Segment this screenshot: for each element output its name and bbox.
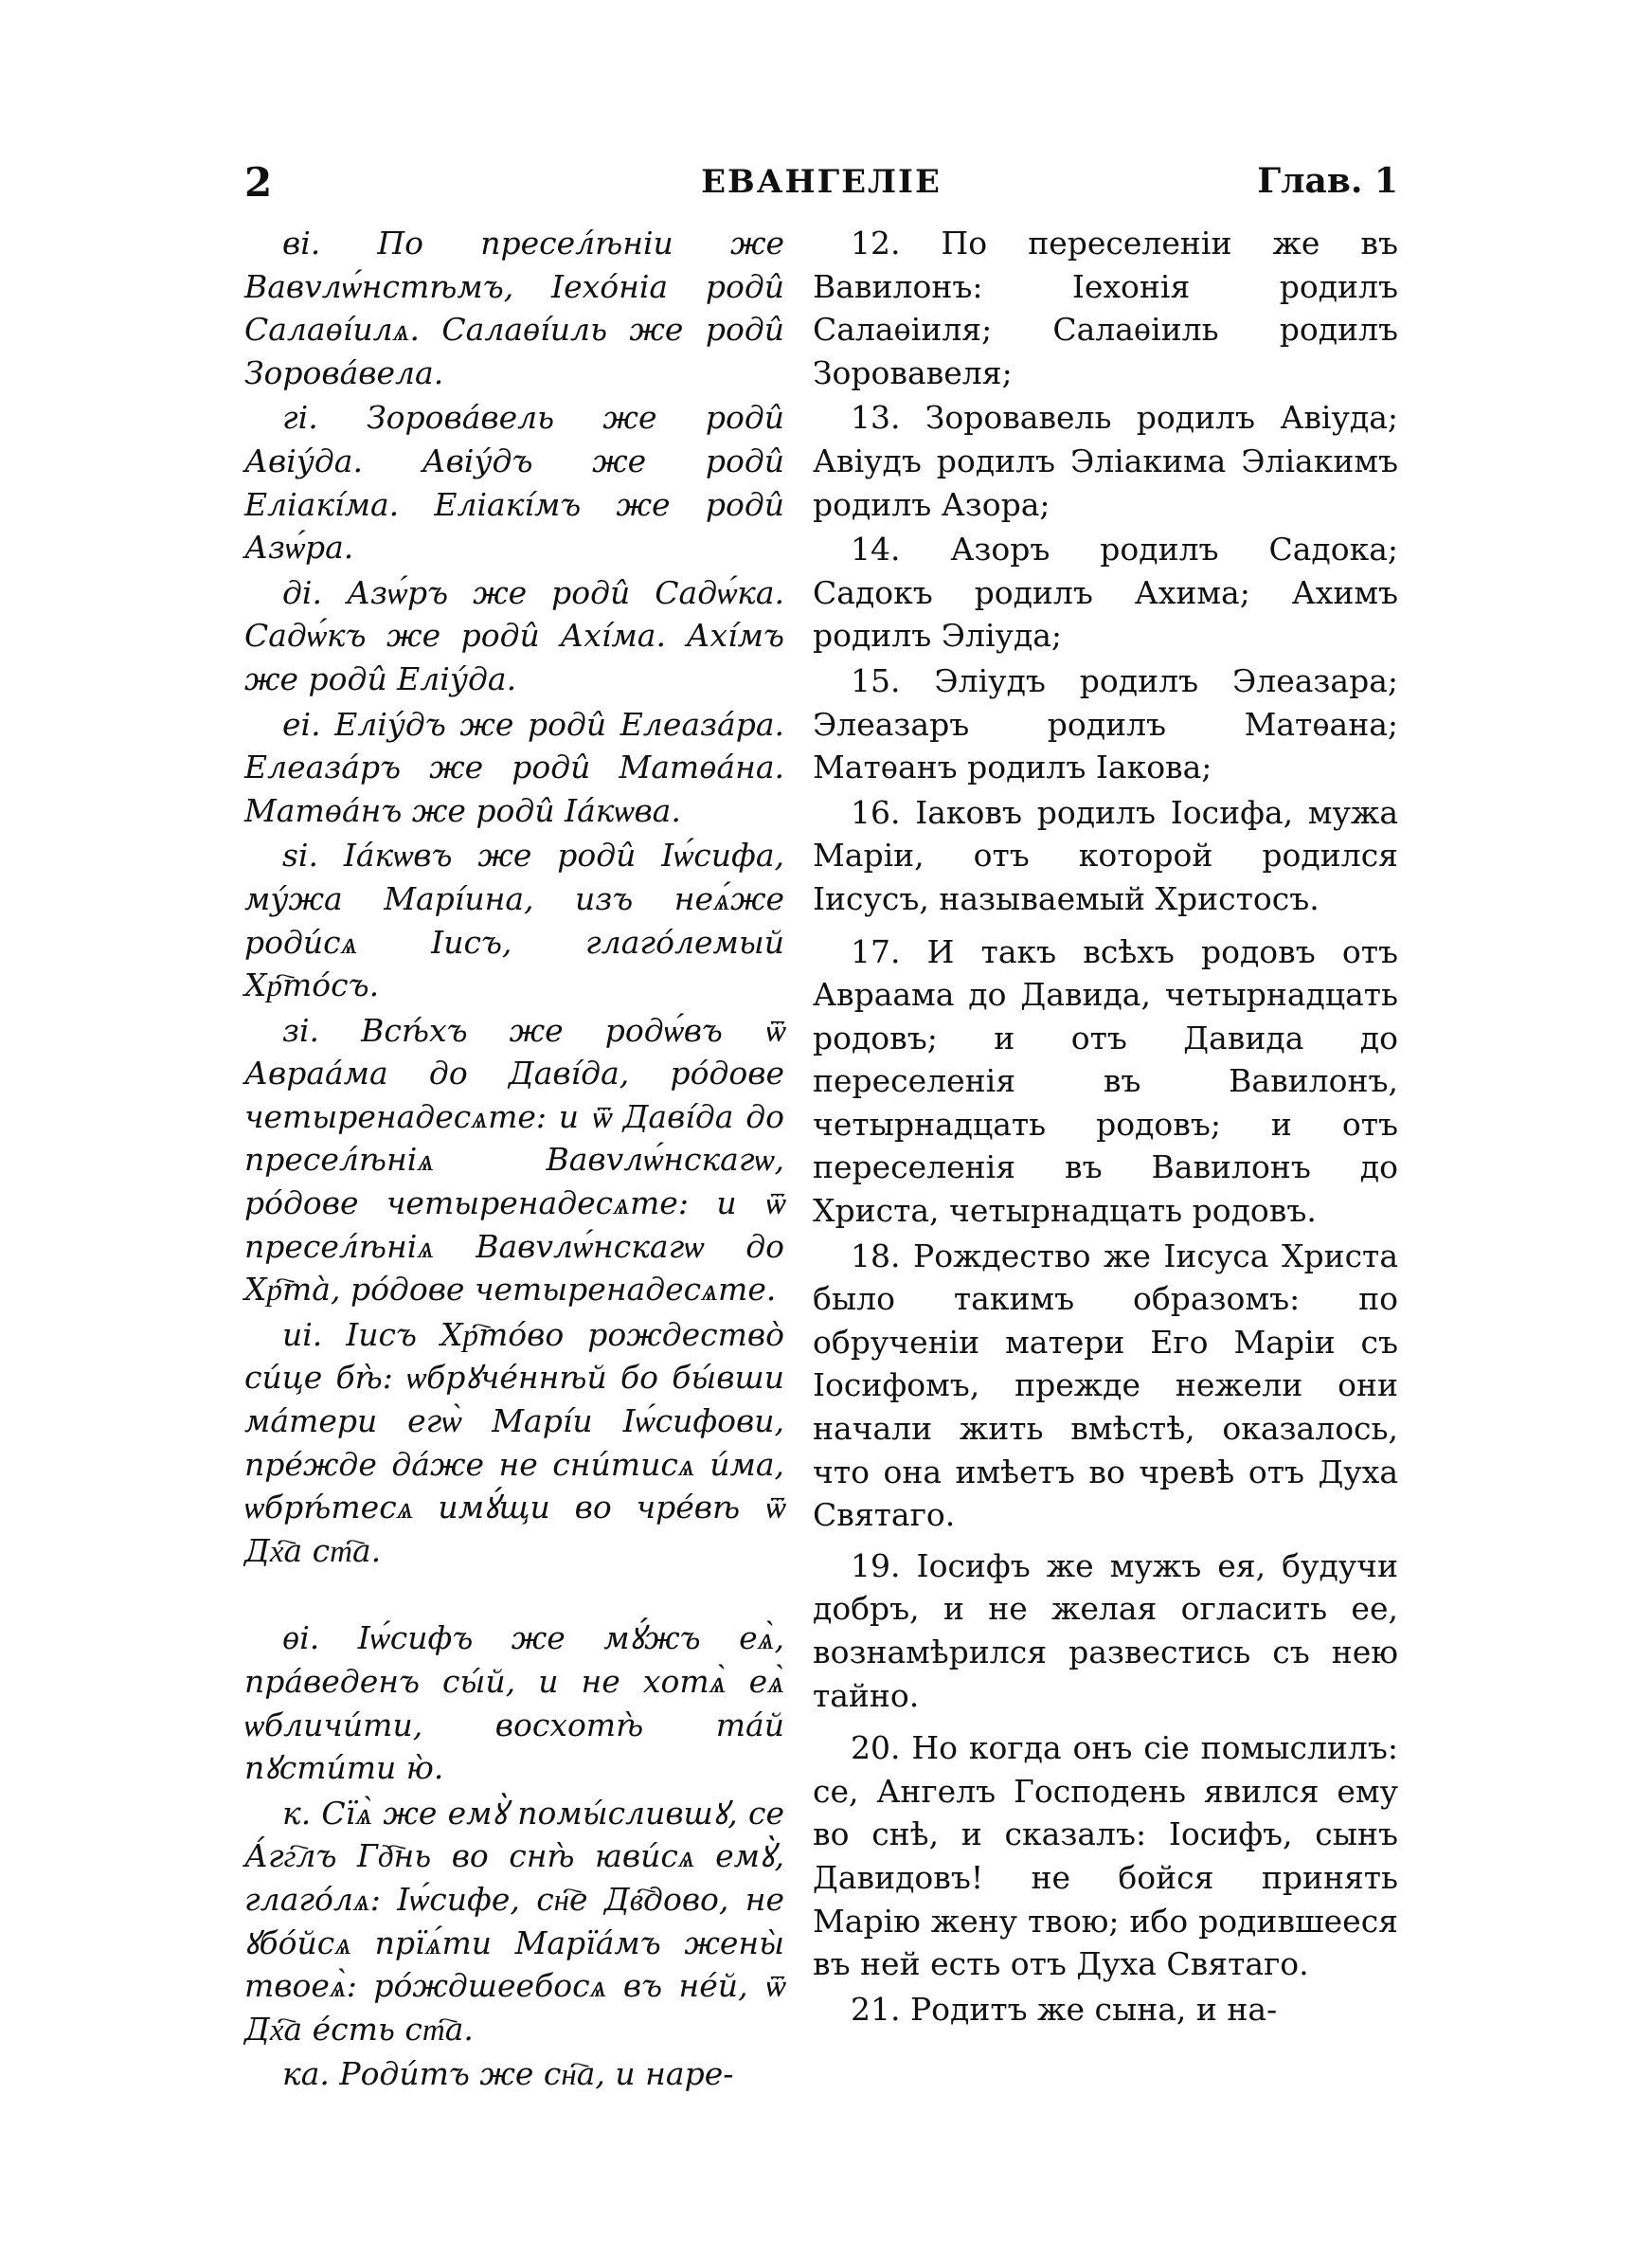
slavonic-verse-12: ві. По пресел́ѣніи же Вавvлѡ́нстѣмъ, Іехо́ніа роди̂ Салаѳі́илѧ. Салаѳі́иль же роди̂ Зорова́вела. xyxy=(244,225,784,391)
slavonic-verse-17: зі. Всѣ́хъ же родѡ́въ ѿ Авраа́ма до Даві́да, ро́дове четыренадесѧте: и ѿ Даві́да до пресел́ѣніѧ Вавvлѡ́нскагѡ, ро́дове четыренадесѧте: и ѿ пресел́ѣніѧ Вавvлѡ́нскагѡ до Хр҇та̀, ро́дове четыренадесѧте. xyxy=(244,1011,784,1309)
russian-verse-12: 12. По переселеніи же въ Вавилонъ: Іехонія родилъ Салаѳіиля; Салаѳіиль родилъ Зоровавеля; xyxy=(813,225,1398,391)
russian-verse-19: 19. Іосифъ же мужъ ея, будучи добръ, и не желая огласить ее, вознамѣрился развестись съ нею тайно. xyxy=(813,1546,1398,1714)
slavonic-verse-18: иі. Іисъ Хр҇то́во рождество̀ си́це бѣ̀: ѡбрꙋче́ннѣй бо бы́вши ма́тери егѡ̀ Марі́и Іѡ́сифови, пре́жде да́же не сни́тисѧ и́ма, ѡбрѣ́тесѧ имꙋ́щи во чре́вѣ ѿ Дх҇а ст҇а. xyxy=(244,1315,784,1569)
slavonic-verse-16: ѕі. Іа́кѡвъ же роди̂ Іѡ́сифа, му́жа Марі́ина, изъ неѧ́же роди́сѧ Іисъ, глаго́лемый Хр҇то́съ. xyxy=(244,837,784,1004)
slavonic-verse-21: ка. Роди́тъ же сн҇а, и наре- xyxy=(282,2055,734,2093)
running-title: ЕВАНГЕЛІЕ xyxy=(701,163,942,201)
slavonic-verse-19: ѳі. Іѡ́сифъ же мꙋ́жъ еѧ̀, пра́веденъ сы́й, и не хотѧ̀ еѧ̀ ѡбличи́ти, восхотѣ̀ та́й пꙋсти́ти ю̀. xyxy=(244,1619,784,1787)
page-number: 2 xyxy=(244,159,273,206)
slavonic-verse-13: гі. Зорова́вель же роди̂ Авіу́да. Авіу́дъ же роди̂ Еліакі́ма. Еліакі́мъ же роди̂ Азѡ́ра. xyxy=(244,399,784,567)
russian-verse-13: 13. Зоровавель родилъ Авіуда; Авіудъ родилъ Эліакима Эліакимъ родилъ Азора; xyxy=(813,399,1398,523)
russian-verse-17: 17. И такъ всѣхъ родовъ отъ Авраама до Давида, четырнадцать родовъ; и отъ Давида до переселенія въ Вавилонъ, четырнадцать родовъ; и отъ переселенія въ Вавилонъ до Христа, четырнадцать родовъ. xyxy=(813,932,1398,1230)
page-header xyxy=(244,159,1398,216)
russian-verse-15: 15. Эліудъ родилъ Элеазара; Элеазаръ родилъ Матѳана; Матѳанъ родилъ Іакова; xyxy=(813,661,1398,786)
russian-verse-21: 21. Родитъ же сына, и на- xyxy=(851,1990,1278,2028)
slavonic-verse-20: к. Сїѧ̀ же емꙋ̀ помы́слившꙋ, се А́гг҇лъ Гд҇нь во снѣ̀ ꙗви́сѧ емꙋ̀, глаго́лѧ: Іѡ́сифе, сн҇е Дв҇дово, не ꙋбо́йсѧ прїѧ́ти Марїа́мъ жены̀ твоеѧ̀: ро́ждшеебосѧ въ не́й, ѿ Дх҇а е́сть ст҇а. xyxy=(244,1794,784,2048)
russian-column xyxy=(813,222,1398,2032)
slavonic-verse-14: ді. Азѡ́ръ же роди̂ Садѡ́ка. Садѡ́къ же роди̂ Ахі́ма. Ахі́мъ же роди̂ Еліу́да. xyxy=(244,573,784,697)
russian-verse-20: 20. Но когда онъ сіе помыслилъ: се, Ангелъ Господень явился ему во снѣ, и сказалъ: Іосифъ, сынъ Давидовъ! не бойся принять Марію жену твою; ибо родившееся въ ней есть отъ Духа Святаго. xyxy=(813,1729,1398,1983)
russian-verse-18: 18. Рождество же Іисуса Христа было такимъ образомъ: по обрученіи матери Его Маріи съ Іосифомъ, прежде нежели они начали жить вмѣстѣ, оказалось, что она имѣетъ во чревѣ отъ Духа Святаго. xyxy=(813,1237,1398,1534)
slavonic-verse-15: еі. Еліу́дъ же роди̂ Елеаза́ра. Елеаза́ръ же роди̂ Матѳа́на. Матѳа́нъ же роди̂ Іа́кѡва. xyxy=(244,705,784,829)
chapter-label: Глав. 1 xyxy=(1257,161,1398,201)
russian-verse-14: 14. Азоръ родилъ Садока; Садокъ родилъ Ахима; Ахимъ родилъ Эліуда; xyxy=(813,531,1398,655)
russian-verse-16: 16. Іаковъ родилъ Іосифа, мужа Маріи, отъ которой родился Іисусъ, называемый Христосъ. xyxy=(813,793,1398,917)
church-slavonic-column xyxy=(244,222,784,2098)
